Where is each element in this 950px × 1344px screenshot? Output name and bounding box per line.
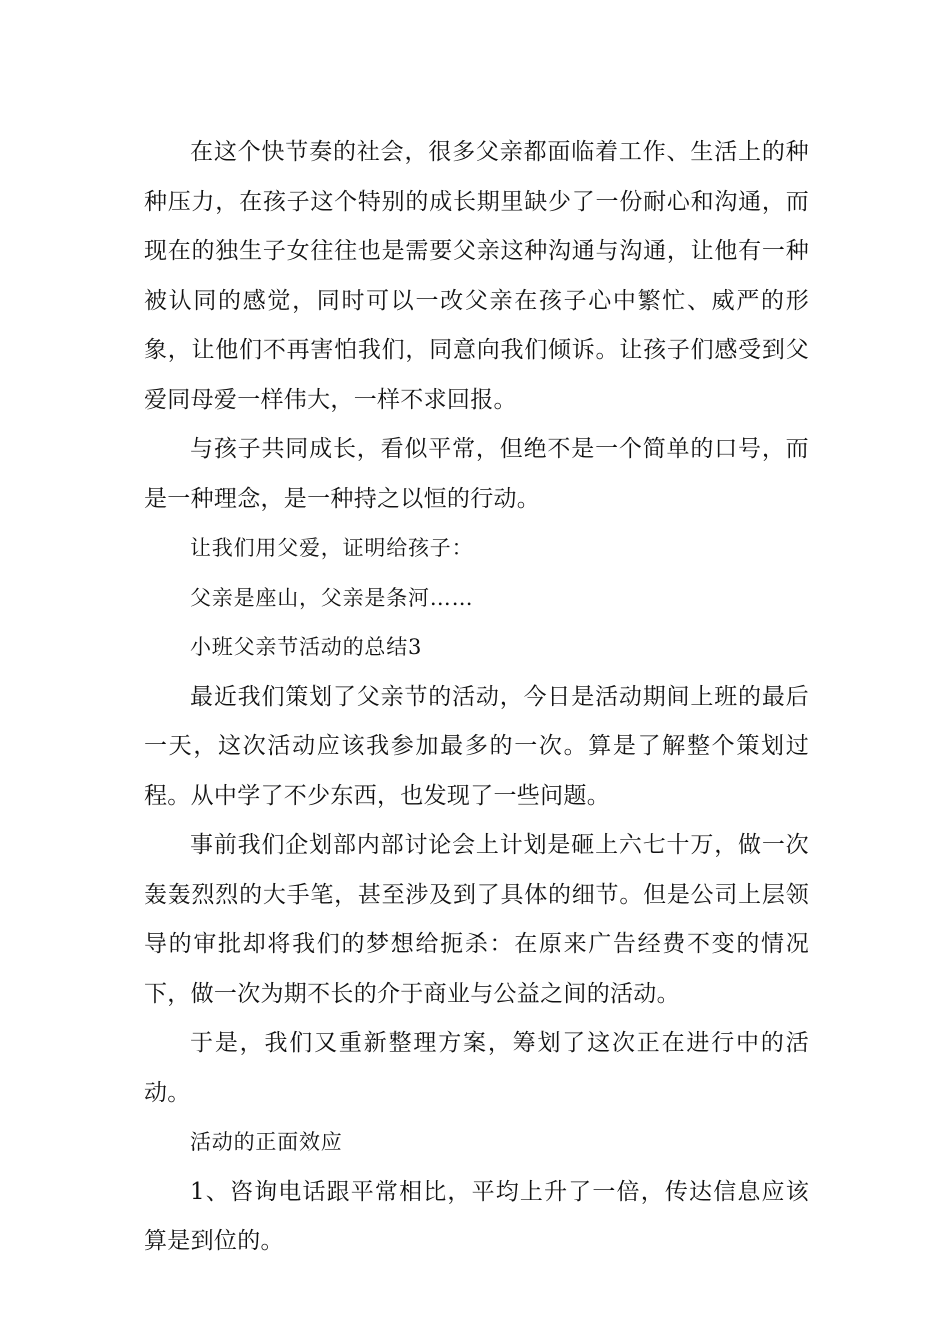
paragraph-father-mountain-river: 父亲是座山，父亲是条河…… — [190, 585, 474, 610]
paragraph-replan: 于是，我们又重新整理方案，筹划了这次正在进行中的活动。 — [144, 1030, 809, 1106]
section-heading-positive-effects: 活动的正面效应 — [190, 1130, 343, 1154]
paragraph-recent-planning: 最近我们策划了父亲节的活动，今日是活动期间上班的最后一天，这次活动应该我参加最多的一次。算是了解整个策划过程。从中学了不少东西，也发现了一些问题。 — [144, 683, 809, 809]
document-body — [144, 128, 809, 1267]
paragraph-prove-to-children: 让我们用父爱，证明给孩子： — [190, 536, 474, 560]
paragraph-phone-inquiries: 1、咨询电话跟平常相比，平均上升了一倍，传达信息应该算是到位的。 — [144, 1178, 809, 1254]
section-heading-summary-3: 小班父亲节活动的总结3 — [190, 635, 423, 659]
paragraph-internal-discussion: 事前我们企划部内部讨论会上计划是砸上六七十万，做一次轰轰烈烈的大手笔，甚至涉及到了具体的细节。但是公司上层领导的审批却将我们的梦想给扼杀：在原来广告经费不变的情况下，做一次为期不长的介于商业与公益之间的活动。 — [144, 832, 809, 1007]
paragraph-father-pressure: 在这个快节奏的社会，很多父亲都面临着工作、生活上的种种压力，在孩子这个特别的成长期里缺少了一份耐心和沟通，而现在的独生子女往往也是需要父亲这种沟通与沟通，让他有一种被认同的感觉，同时可以一改父亲在孩子心中繁忙、威严的形象，让他们不再害怕我们，同意向我们倾诉。让孩子们感受到父爱同母爱一样伟大，一样不求回报。 — [144, 139, 809, 413]
paragraph-grow-together: 与孩子共同成长，看似平常，但绝不是一个简单的口号，而是一种理念，是一种持之以恒的行动。 — [144, 436, 809, 512]
